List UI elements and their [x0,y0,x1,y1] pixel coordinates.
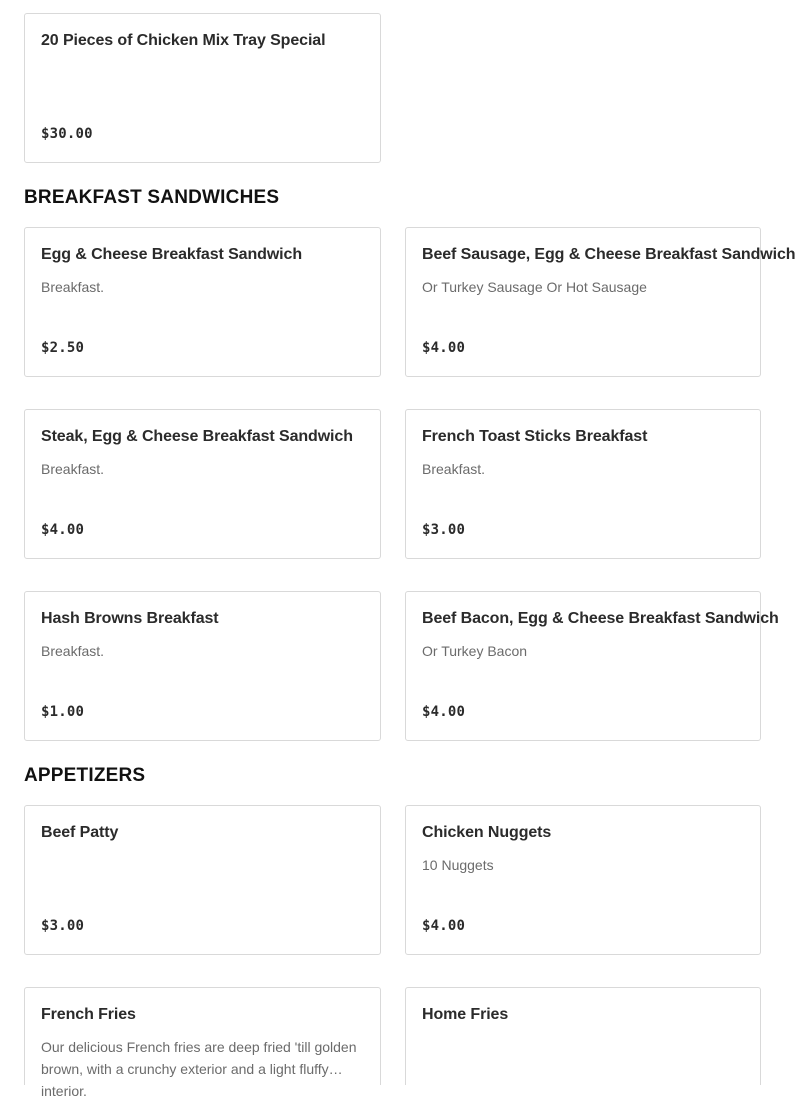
menu-item-title: Beef Bacon, Egg & Cheese Breakfast Sandwich [422,610,779,627]
menu-item-title: Home Fries [422,1006,509,1023]
menu-item-price: $30.00 [41,126,93,142]
menu-item-title: Chicken Nuggets [422,824,552,841]
menu-item-card[interactable] [24,805,381,955]
menu-item-title: Steak, Egg & Cheese Breakfast Sandwich [41,428,353,445]
menu-item-description: Breakfast. [41,279,105,295]
menu-item-title: Beef Patty [41,824,119,841]
menu-item-price: $2.50 [41,340,85,356]
menu-item-title: Beef Sausage, Egg & Cheese Breakfast Sandwich [422,246,795,263]
menu-item-card[interactable] [24,409,381,559]
menu-item-card[interactable] [24,591,381,741]
menu-item-card[interactable] [24,987,381,1099]
menu-item-price: $4.00 [422,918,466,934]
menu-item-title: French Toast Sticks Breakfast [422,428,648,445]
menu-item-price: $4.00 [41,522,85,538]
menu-item-title: Hash Browns Breakfast [41,610,219,627]
menu-item-card[interactable] [24,13,381,163]
section-heading-appetizers: APPETIZERS [24,765,146,786]
menu-item-description: Breakfast. [422,461,486,477]
section-heading-breakfast-sandwiches: BREAKFAST SANDWICHES [24,187,280,208]
menu-item-card[interactable] [405,409,761,559]
menu-item-description: 10 Nuggets [422,857,494,873]
menu-item-description: Or Turkey Bacon [422,643,528,659]
menu-item-card[interactable] [405,227,795,377]
menu-item-card[interactable] [405,987,761,1085]
menu-item-price: $3.00 [41,918,85,934]
menu-item-card[interactable] [24,227,381,377]
menu-item-price: $4.00 [422,340,466,356]
menu-item-title: French Fries [41,1006,136,1023]
menu-item-price: $3.00 [422,522,466,538]
menu-item-price: $1.00 [41,704,85,720]
menu-item-description: Breakfast. [41,461,105,477]
menu-item-price: $4.00 [422,704,466,720]
menu-item-description: Our delicious French fries are deep fried 'till golden brown, with a crunchy exterior and a light fluffy interior. [41,1039,357,1099]
menu-item-title: Egg & Cheese Breakfast Sandwich [41,246,302,263]
menu-item-card[interactable] [405,805,761,955]
menu-item-description: Or Turkey Sausage Or Hot Sausage [422,279,647,295]
menu-item-description: Breakfast. [41,643,105,659]
menu-item-card[interactable] [405,591,779,741]
menu-item-title: 20 Pieces of Chicken Mix Tray Special [41,32,326,49]
